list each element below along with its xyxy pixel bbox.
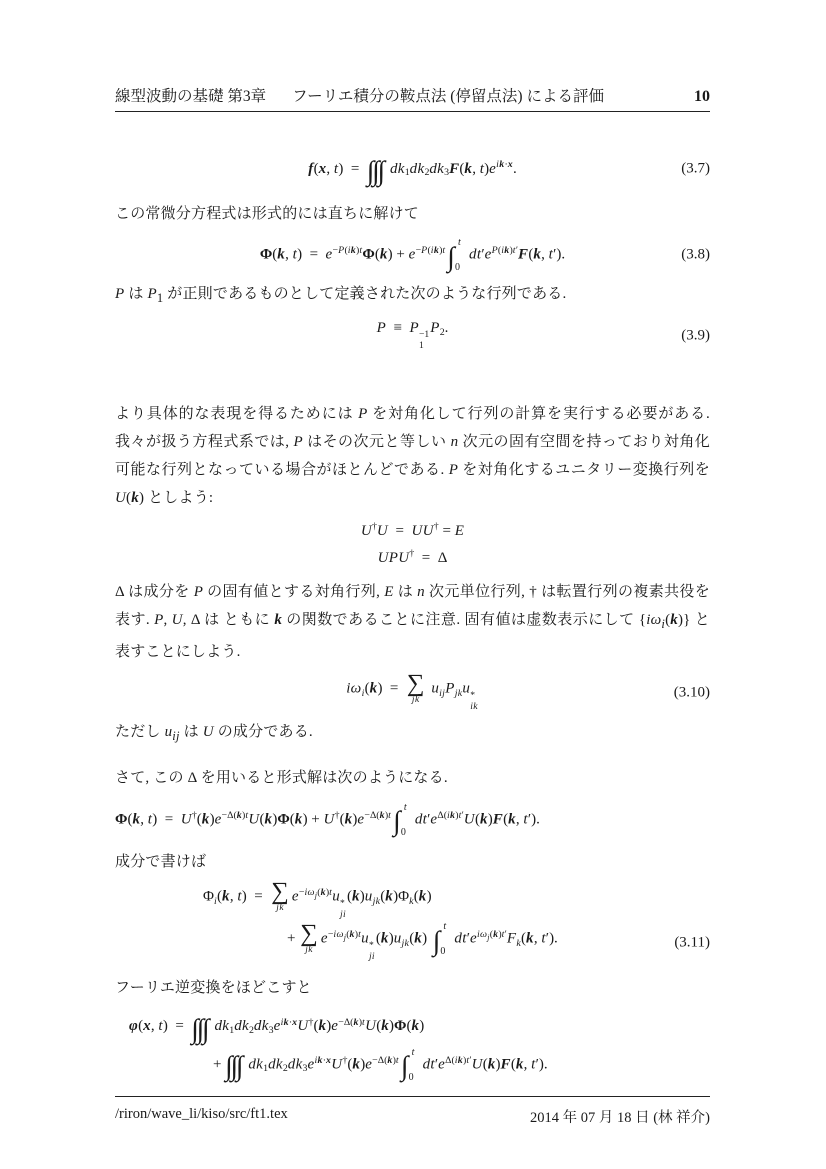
page-footer: [115, 1096, 710, 1127]
equation-3-7: [115, 152, 710, 186]
equation-number-3-7: (3.7): [681, 160, 710, 177]
equation-3-7-body: f(x, t) = ∫∫∫ $dk_1dk_2dk_3F(k$, $t)e^{ik\cdot x}$.: [308, 155, 517, 187]
equation-3-10-body: $i\omega_i(k)$ = ∑ jk $u_{ij}P_{jk}u$ * ik: [346, 670, 478, 712]
equation-3-9: [115, 320, 710, 352]
equation-3-8-body: Φ(k, $t) = e^{-P(ik)t}\Phi(k) + e^{-P(ik)t}\int$ t 0 $dt'e^{P(ik)t'}F(k$, t′).: [259, 237, 566, 273]
paragraph-componentwise: 成分で書けば: [115, 853, 207, 870]
paragraph-formal-solution-intro: さて, この Δ を用いると形式解は次のようになる.: [115, 769, 448, 786]
equation-final-line2-body: + ∫∫∫ $dk_1dk_2dk_3e^{ik\cdot x}U^\dagger(k)e^{-\Delta(k)t}\int$ t 0 $dt'e^{\Delta(ik)t'}U(k)F(k$, t′).: [213, 1046, 548, 1083]
equation-unitary-2-body: UPU† = Δ: [377, 548, 448, 566]
header-chapter-title: フーリエ積分の鞍点法 (停留点法) による評価: [292, 88, 604, 105]
footer-date-author: 2014 年 07 月 18 日 (林 祥介): [529, 1109, 710, 1126]
equation-unitary-1: [115, 518, 710, 545]
equation-unitary-1-body: U†U = UU† = E: [360, 521, 465, 539]
header-title: [115, 84, 604, 106]
equation-number-3-9: (3.9): [681, 327, 710, 344]
paragraph-uij-component: ただし $u_{ij}$ は U の成分である.: [115, 723, 313, 743]
equation-formal-solution-body: Φ(k, $t) = U^\dagger(k)e^{-\Delta(k)t}U(k)\Phi(k) + U^\dagger(k)e^{-\Delta(k)t}\int$ t 0 $dt'e^{\Delta(ik)t'}U(k)F(k$, t′).: [115, 801, 540, 838]
header-book-title: 線型波動の基礎 第3章: [115, 88, 267, 105]
equation-3-11-line1: [115, 880, 710, 922]
page-header: [115, 84, 710, 112]
equation-number-3-8: (3.8): [681, 246, 710, 263]
paragraph-inverse-fourier: フーリエ逆変換をほどこすと: [115, 979, 312, 996]
equation-final-line1-body: φ(x, t) = ∫∫∫ $dk_1dk_2dk_3e^{ik\cdot x}U^\dagger(k)e^{-\Delta(k)t}U(k)\Phi(k)$: [129, 1013, 425, 1045]
equation-number-3-10: (3.10): [673, 684, 710, 701]
paragraph-ode-solved: この常微分方程式は形式的には直ちに解けて: [115, 206, 420, 222]
paragraph-delta-definition: Δ は成分を P の固有値とする対角行列, E は n 次元単位行列, † は転置行列の複素共役を表す. P, U, Δ は ともに k の関数であることに注意. 固有値は虚数表示にして $\{i\omega_i(k)\}$ と表すことにしよう.: [115, 583, 710, 660]
equation-3-10: [115, 670, 710, 716]
equation-3-11-line2-body: + ∑ jk $e^{-i\omega_j(k)t}u$ * ji $(k)u_{jk}(k)$ ∫ t 0 $dt'e^{i\omega_j(k)t'}F_k(k$, t′).: [287, 920, 558, 962]
equation-final-line1: [115, 1008, 710, 1046]
equation-formal-solution: [115, 798, 710, 842]
paragraph-p-definition: P は $P_1$ が正則であるものとして定義された次のような行列である.: [115, 286, 567, 305]
footer-file-path: /riron/wave_li/kiso/src/ft1.tex: [115, 1105, 288, 1122]
equation-3-11-line2: [115, 922, 710, 964]
equation-3-8: [115, 232, 710, 278]
paragraph-diagonalization: より具体的な表現を得るためには P を対角化して行列の計算を実行する必要がある. 我々が扱う方程式系では, P はその次元と等しい n 次元の固有空間を持っており対角化可能な行列となっている場合がほとんどである. P を対角化するユニタリー変換行列を U(k) としよう:: [115, 405, 711, 506]
page-number: 10: [694, 88, 710, 105]
equation-3-11-line1-body: $\Phi_i(k$, t) = ∑ jk $e^{-i\omega_j(k)t}u$ * ji $(k)u_{jk}(k)\Phi_k(k)$: [203, 878, 432, 920]
equation-unitary-2: [115, 545, 710, 572]
equation-final-line2: [115, 1046, 710, 1084]
equation-3-9-body: P ≡ P −1 1 $P_2$.: [376, 320, 449, 352]
equation-number-3-11: (3.11): [674, 934, 710, 951]
